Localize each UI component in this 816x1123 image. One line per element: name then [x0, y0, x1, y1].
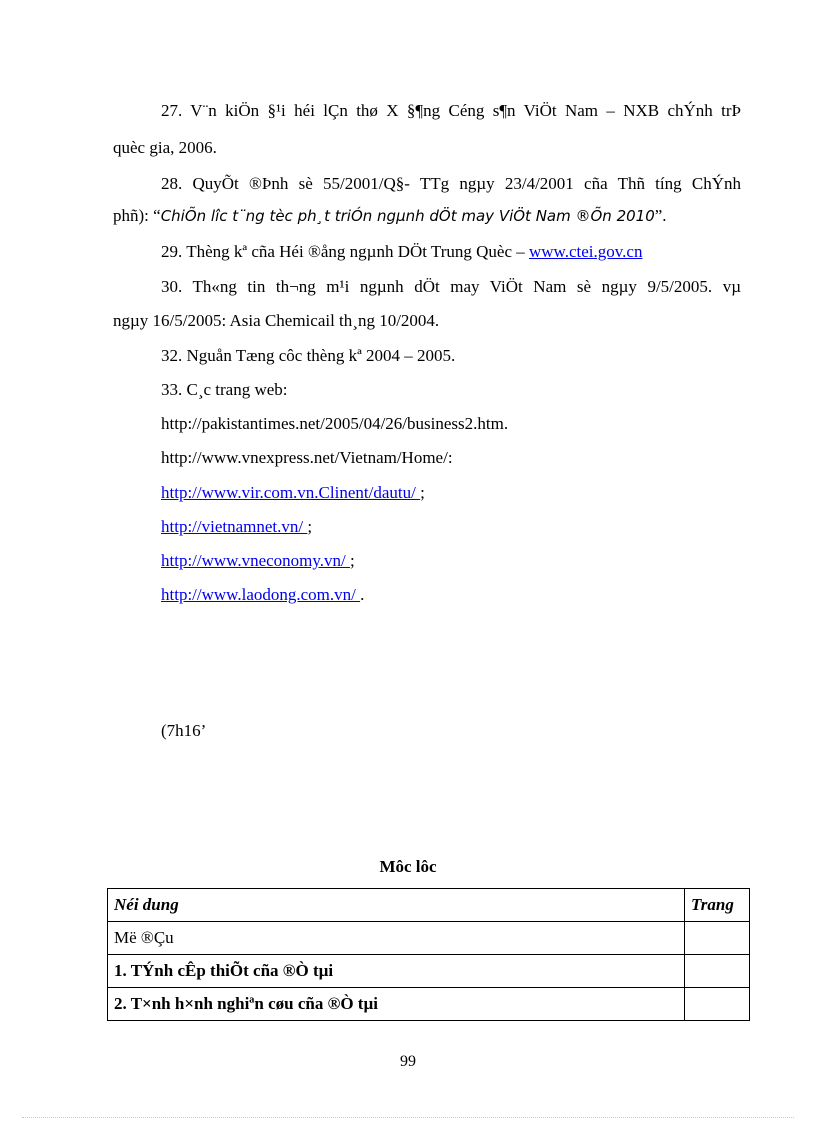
reference-28-title: ChiÕn lîc t¨ng tèc ph¸t triÓn ngµnh dÖt may ViÖt Nam ®Õn 2010: [160, 207, 655, 225]
separator: ;: [420, 483, 425, 502]
reference-27-line-1: 27. V¨n kiÖn §¹i héi lÇn thø X §¶ng Céng s¶n ViÖt Nam – NXB chÝnh trÞ: [161, 101, 741, 120]
table-row: [108, 922, 750, 955]
reference-29-text: 29. Thèng kª cña Héi ®ång ngµnh DÖt Trung Quèc –: [161, 242, 529, 261]
time-note: (7h16’: [161, 721, 207, 740]
toc-entry: Më ®Çu: [108, 922, 685, 955]
web-url-vnexpress: http://www.vnexpress.net/Vietnam/Home/:: [161, 448, 453, 467]
toc-header-row: [108, 889, 750, 922]
reference-29: [161, 241, 642, 263]
toc-header-content: Néi dung: [108, 889, 685, 922]
reference-30-line-1: 30. Th«ng tin th¬ng m¹i ngµnh dÖt may ViÖt Nam sè ngµy 9/5/2005. vµ: [161, 277, 741, 296]
vneconomy-link[interactable]: http://www.vneconomy.vn/: [161, 551, 351, 570]
table-row: [108, 955, 750, 988]
web-link-row-vneconomy: [161, 550, 355, 572]
reference-28-prefix: phñ): “: [113, 206, 161, 225]
toc-page-cell: [685, 988, 750, 1021]
web-link-row-vietnamnet: [161, 516, 312, 538]
web-link-row-vir: [161, 482, 425, 504]
toc-entry: 1. TÝnh cÊp thiÕt cña ®Ò tµi: [108, 955, 685, 988]
web-url-pakistantimes: http://pakistantimes.net/2005/04/26/business2.htm.: [161, 414, 509, 433]
vietnamnet-link[interactable]: http://vietnamnet.vn/: [161, 517, 308, 536]
reference-28-line-2: [113, 205, 667, 227]
separator: ;: [350, 551, 355, 570]
reference-27-line-2: quèc gia, 2006.: [113, 138, 217, 157]
separator: .: [360, 585, 365, 604]
separator: ;: [307, 517, 313, 536]
reference-33: 33. C¸c trang web:: [161, 380, 288, 399]
table-row: [108, 988, 750, 1021]
reference-28-suffix: ”.: [654, 206, 667, 225]
page-bottom-divider: [22, 1117, 794, 1118]
toc-table: [107, 888, 750, 1021]
web-link-row-laodong: [161, 584, 364, 606]
toc-title: Môc lôc: [379, 857, 437, 876]
vir-link[interactable]: http://www.vir.com.vn.Clinent/dautu/: [161, 483, 421, 502]
ctei-link[interactable]: www.ctei.gov.cn: [529, 242, 643, 261]
page-number: 99: [400, 1053, 416, 1070]
toc-page-cell: [685, 955, 750, 988]
toc-page-cell: [685, 922, 750, 955]
reference-30-line-2: ngµy 16/5/2005: Asia Chemicail th¸ng 10/2004.: [113, 311, 440, 330]
laodong-link[interactable]: http://www.laodong.com.vn/: [161, 585, 361, 604]
reference-32: 32. Nguån Tæng côc thèng kª 2004 – 2005.: [161, 346, 456, 365]
toc-header-page: Trang: [685, 889, 750, 922]
toc-entry: 2. T×nh h×nh nghiªn cøu cña ®Ò tµi: [108, 988, 685, 1021]
reference-28-line-1: 28. QuyÕt ®Þnh sè 55/2001/Q§- TTg ngµy 23/4/2001 cña Thñ tíng ChÝnh: [161, 174, 741, 193]
